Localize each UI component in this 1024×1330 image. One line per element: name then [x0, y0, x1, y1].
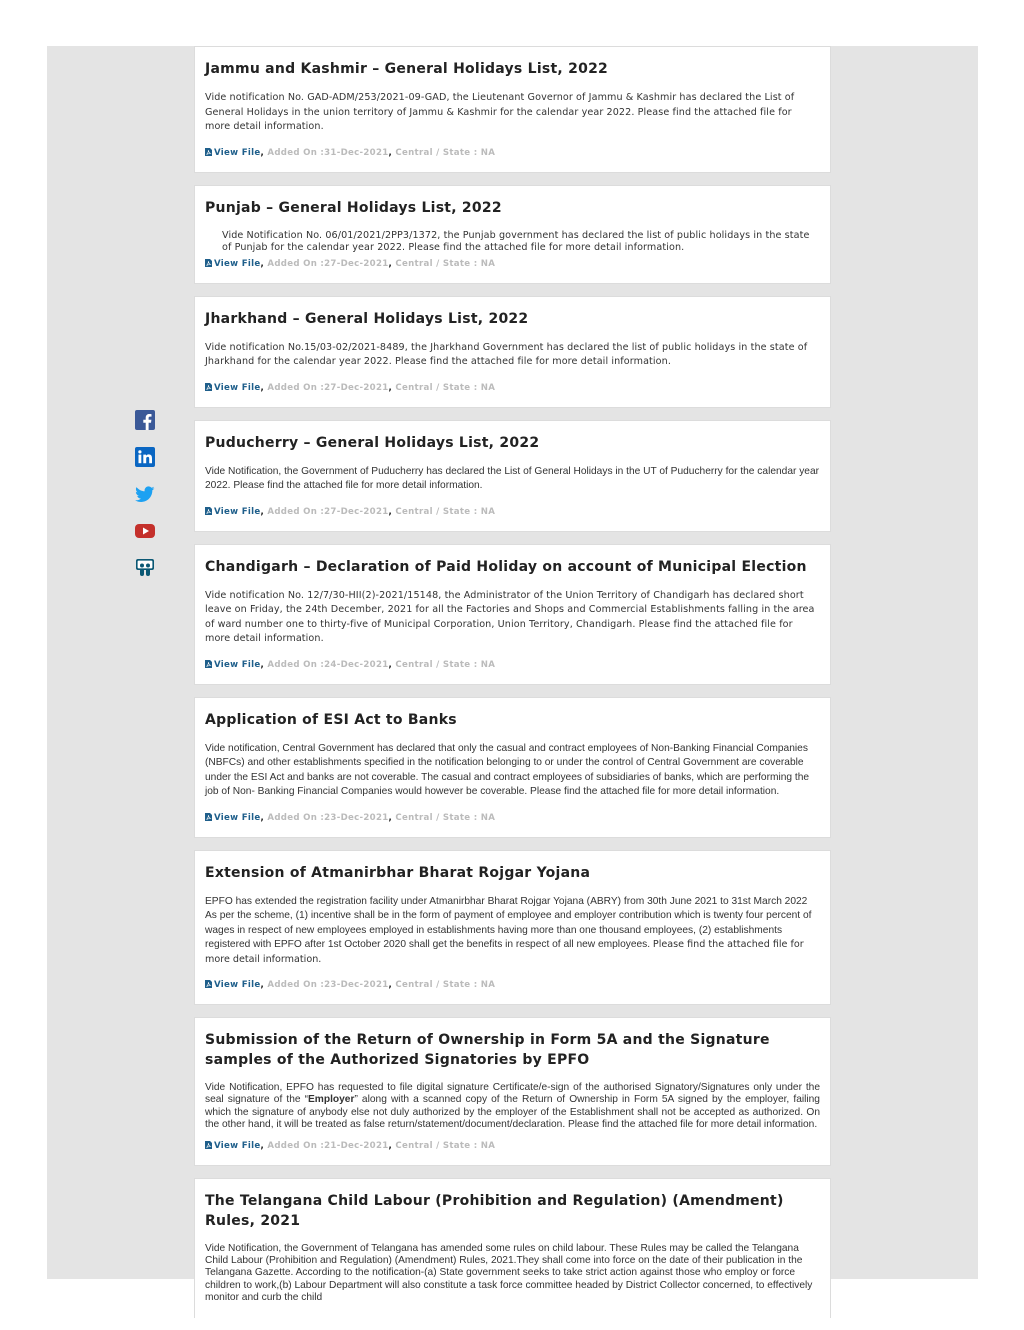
- card-title: The Telangana Child Labour (Prohibition and Regulation) (Amendment) Rules, 2021: [205, 1192, 784, 1229]
- notification-card: [194, 1178, 831, 1318]
- linkedin-icon[interactable]: [135, 447, 155, 467]
- notification-card: [194, 850, 831, 1006]
- scope-label: Central / State : NA: [395, 258, 496, 269]
- scope-label: Central / State : NA: [395, 1140, 496, 1151]
- card-meta: [205, 258, 820, 270]
- view-file-link[interactable]: View File: [214, 147, 261, 158]
- added-on-date: Added On :23-Dec-2021: [267, 980, 389, 990]
- meta-separator: ,: [260, 659, 265, 670]
- card-body: Vide notification, Central Government has declared that only the casual and contract employees of Non-Banking Financial Companies (NBFCs) and other establishments specified in the notification belonging to or under the control of Central Government are coverable under the ESI Act and banks are not coverable. The casual and contract employees of subsidiaries of banks, which are performing the job of Non- Banking Financial Companies would however be coverable. Please find the attached file for more detail information.: [205, 742, 810, 797]
- scope-label: Central / State : NA: [395, 812, 496, 823]
- meta-separator: ,: [388, 382, 393, 393]
- card-body-after: ” along with a scanned copy of the Return of Ownership in Form 5A signed by the employer, failing which the signature of anybody else not duly authorized by the employer of the Establishment shall not be accepted as authorized. On the other hand, it will be treated as false return/statement/document/declaration. Please find the attached file for more detail information.: [205, 1094, 820, 1131]
- added-on-date: Added On :23-Dec-2021: [267, 812, 389, 823]
- notification-card: [194, 420, 831, 532]
- card-title: Chandigarh – Declaration of Paid Holiday on account of Municipal Election: [205, 558, 807, 575]
- pdf-icon: [205, 813, 212, 821]
- added-on-date: Added On :27-Dec-2021: [267, 382, 389, 393]
- card-body: Vide notification No. 12/7/30-HII(2)-2021/15148, the Administrator of the Union Territory of Chandigarh has declared short leave on Friday, the 24th December, 2021 for all the Factories and Shops and Commercial Establishments falling in the area of ward number one to thirty-five of Municipal Corporation, Union Territory, Chandigarh. Please find the attached file for more detail information.: [205, 589, 815, 644]
- card-body: Vide Notification, the Government of Puducherry has declared the List of General Holidays in the UT of Puducherry for the calendar year 2022. Please find the attached file for more detail information.: [205, 465, 820, 491]
- meta-separator: ,: [388, 1140, 393, 1151]
- card-meta: [205, 979, 820, 991]
- card-meta: [205, 147, 820, 159]
- card-meta: [205, 1140, 820, 1152]
- card-title: Extension of Atmanirbhar Bharat Rojgar Yojana: [205, 864, 591, 881]
- meta-separator: ,: [260, 812, 265, 823]
- meta-separator: ,: [388, 812, 393, 823]
- meta-separator: ,: [388, 659, 393, 670]
- meta-separator: ,: [388, 506, 393, 517]
- card-body-lead: EPFO has extended the registration facility under Atmanirbhar Bharat Rojgar Yojana (ABRY) from 30th June 2021 to 31st March 2022 As per the scheme, (1) incentive shall be in the form of payment of employee and employer contribution which is twenty four percent of wages in respect of new employees employed in establishments having more than one thousand employees, (2) establishments registered with EPFO after 1st October 2020 shall get the benefits in respect of all new employees.: [205, 895, 812, 950]
- notification-card: [194, 544, 831, 685]
- card-meta: [205, 382, 820, 394]
- card-title: Application of ESI Act to Banks: [205, 711, 457, 728]
- view-file-link[interactable]: View File: [214, 812, 261, 823]
- card-body: [205, 895, 820, 968]
- meta-separator: ,: [388, 258, 393, 269]
- scope-label: Central / State : NA: [395, 147, 496, 158]
- card-title: Punjab – General Holidays List, 2022: [205, 199, 502, 216]
- card-title: Jharkhand – General Holidays List, 2022: [205, 310, 529, 327]
- card-body-bold: Employer: [308, 1094, 355, 1106]
- pdf-icon: [205, 383, 212, 391]
- card-title: Submission of the Return of Ownership in Form 5A and the Signature samples of the Authorized Signatories by EPFO: [205, 1032, 770, 1068]
- card-meta: [205, 506, 820, 518]
- added-on-date: Added On :21-Dec-2021: [267, 1140, 389, 1151]
- youtube-icon[interactable]: [135, 521, 155, 541]
- pdf-icon: [205, 148, 212, 156]
- twitter-icon[interactable]: [135, 484, 155, 504]
- notification-card: [194, 1017, 831, 1166]
- card-body-before: Vide Notification, EPFO has requested to file digital signature Certificate/e-sign of the authorised Signatory/Signatures only under the seal signature of the “: [205, 1082, 820, 1106]
- meta-separator: ,: [260, 1140, 265, 1151]
- meta-separator: ,: [260, 382, 265, 393]
- meta-separator: ,: [260, 258, 265, 269]
- scope-label: Central / State : NA: [395, 980, 496, 990]
- card-body: Vide Notification No. 06/01/2021/2PP3/1372, the Punjab government has declared the list of public holidays in the state of Punjab for the calendar year 2022. Please find the attached file for more detail information.: [222, 229, 810, 253]
- social-share-bar: [135, 410, 157, 578]
- view-file-link[interactable]: View File: [214, 258, 261, 269]
- pdf-icon: [205, 980, 212, 988]
- added-on-date: Added On :24-Dec-2021: [267, 659, 389, 670]
- facebook-icon[interactable]: [135, 410, 155, 430]
- view-file-link[interactable]: View File: [214, 1140, 261, 1151]
- card-body-tail: Please find the attached file for more detail information.: [205, 939, 804, 965]
- card-body: Vide notification No.15/03-02/2021-8489, the Jharkhand Government has declared the list of public holidays in the state of Jharkhand for the calendar year 2022. Please find the attached file for more detail information.: [205, 341, 808, 367]
- view-file-link[interactable]: View File: [214, 659, 261, 670]
- notification-card: [194, 185, 831, 284]
- card-body: [205, 1082, 820, 1132]
- card-meta: [205, 659, 820, 671]
- notification-card: [194, 697, 831, 838]
- meta-separator: ,: [388, 147, 393, 158]
- card-meta: [205, 812, 820, 824]
- view-file-link[interactable]: View File: [214, 382, 261, 393]
- added-on-date: Added On :27-Dec-2021: [267, 258, 389, 269]
- scope-label: Central / State : NA: [395, 382, 496, 393]
- pdf-icon: [205, 660, 212, 668]
- slideshare-icon[interactable]: [135, 558, 155, 578]
- pdf-icon: [205, 507, 212, 515]
- added-on-date: Added On :31-Dec-2021: [267, 147, 389, 158]
- meta-separator: ,: [260, 147, 265, 158]
- scope-label: Central / State : NA: [395, 659, 496, 670]
- added-on-date: Added On :27-Dec-2021: [267, 506, 389, 517]
- pdf-icon: [205, 1141, 212, 1149]
- scope-label: Central / State : NA: [395, 506, 496, 517]
- notification-feed: [194, 46, 831, 1330]
- notification-card: [194, 46, 831, 173]
- meta-separator: ,: [388, 980, 393, 990]
- card-body: Vide notification No. GAD-ADM/253/2021-09-GAD, the Lieutenant Governor of Jammu & Kashmir has declared the List of General Holidays in the union territory of Jammu & Kashmir for the calendar year 2022. Please find the attached file for more detail information.: [205, 92, 795, 132]
- view-file-link[interactable]: View File: [214, 980, 261, 990]
- notification-card: [194, 296, 831, 408]
- pdf-icon: [205, 259, 212, 267]
- card-title: Puducherry – General Holidays List, 2022: [205, 434, 540, 451]
- view-file-link[interactable]: View File: [214, 506, 261, 517]
- meta-separator: ,: [260, 506, 265, 517]
- meta-separator: ,: [260, 980, 265, 990]
- card-body: Vide Notification, the Government of Telangana has amended some rules on child labour. These Rules may be called the Telangana Child Labour (Prohibition and Regulation) (Amendment) Rules, 2021.They shall come into force on the date of their publication in the Telangana Gazette. According to the notification-(a) State government seeks to take strict action against those who employ or force children to work,(b) Labour Department will also constitute a task force committee headed by District Collector concerned, to effectively monitor and curb the child: [205, 1242, 813, 1304]
- card-title: Jammu and Kashmir – General Holidays List, 2022: [205, 61, 609, 77]
